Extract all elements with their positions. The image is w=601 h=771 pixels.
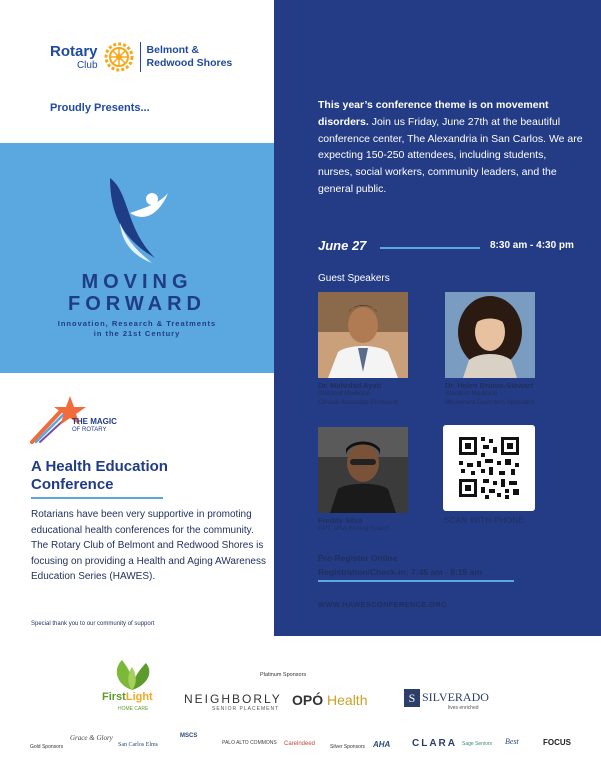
moving-figure-icon <box>100 173 170 268</box>
thanks-note: Special thank you to our community of support <box>31 621 155 627</box>
magic-of-rotary-text <box>72 418 117 433</box>
firstlight-light: Light <box>125 691 153 703</box>
registration-info <box>318 551 482 580</box>
speaker-photo-silva <box>318 427 408 513</box>
firstlight-subtitle: HOME CARE <box>118 706 149 712</box>
hero-title-line2: FORWARD <box>68 293 206 315</box>
gold-sponsor: PALO ALTO COMMONS <box>222 740 277 746</box>
opo-health: Health <box>323 692 368 708</box>
silver-sponsor: Best <box>505 737 519 746</box>
gold-sponsor: MSCS <box>180 733 198 739</box>
guest-speakers-heading: Guest Speakers <box>318 273 390 284</box>
conference-url[interactable]: WWW.HAWESCONFERENCE.ORG <box>318 600 447 609</box>
checkin-line: Registration/Check-in: 7:45 am - 8:15 am <box>318 567 482 578</box>
firstlight-first: First <box>102 691 126 703</box>
conference-title-line2: Conference <box>31 476 114 493</box>
sponsor-firstlight <box>102 691 153 703</box>
theme-body: Join us Friday, June 27th at the beautiful conference center, The Alexandria in San Carlos. We are expecting 150-250 attendees, including students, nurses, social workers, community leaders, and the general public. <box>318 115 583 195</box>
neighborly-subtitle: SENIOR PLACEMENT <box>212 706 280 712</box>
speaker-name: Dr. Helen Bronte-Stewart <box>445 381 534 390</box>
proudly-presents: Proudly Presents... <box>50 102 150 114</box>
event-date: June 27 <box>318 238 367 253</box>
silver-sponsor: Sage Seniors <box>462 741 493 747</box>
speaker-affiliation: Stanford Medicine <box>445 390 498 397</box>
gold-sponsor: San Carlos Elms <box>118 742 158 748</box>
speaker-title: Movement Disorders Specialist <box>445 399 535 406</box>
hero-banner <box>0 143 274 373</box>
club-word: Club <box>76 59 98 71</box>
silverado-tagline: lives enriched <box>448 705 479 711</box>
silver-sponsor: CLARA <box>412 738 457 749</box>
logo-divider <box>140 42 141 72</box>
rotary-word: Rotary <box>50 42 98 60</box>
speaker-title: Clinical Associate Professor <box>318 399 399 406</box>
hero-subtitle-line1: Innovation, Research & Treatments <box>57 319 217 328</box>
platinum-sponsors-label: Platinum Sponsors <box>260 672 307 678</box>
gold-sponsors-label: Gold Sponsors <box>30 744 64 750</box>
theme-lead: This year’s conference theme is on movement disorders. <box>318 99 549 128</box>
club-name-line2: Redwood Shores <box>146 57 233 69</box>
speaker-portrait-icon <box>318 427 408 513</box>
opo-mark: OPÓ <box>292 692 324 708</box>
club-name-line1: Belmont & <box>146 44 200 57</box>
silverado-mark-icon: S <box>404 689 420 707</box>
speaker-name: Dr. Mehrdad Ayati <box>318 381 382 390</box>
qr-code-icon <box>443 425 535 511</box>
speaker-photo-ayati <box>318 292 408 378</box>
silver-sponsor: FOCUS <box>543 738 571 747</box>
conference-body-intro: Rotarians have been very supportive in promoting educational health conferences for the community. The Rotary Club of Belmont and Redwood Shores is focusing on providing a <box>31 509 264 567</box>
conference-description <box>31 507 271 585</box>
conference-title <box>31 458 168 494</box>
conference-body-end: (HAWES). <box>106 571 156 582</box>
left-column <box>0 0 274 636</box>
silver-sponsor: AHA <box>373 740 391 749</box>
registration-qr-code[interactable] <box>443 425 535 511</box>
registration-rule <box>318 580 514 582</box>
gold-sponsor: Carelndeed <box>284 741 316 747</box>
speaker-photo-bronte-stewart <box>445 292 535 378</box>
sponsor-opo-health <box>292 692 367 708</box>
series-name: Health and Aging AWareness Education Series <box>31 555 266 582</box>
conference-title-rule <box>31 497 163 499</box>
sponsor-silverado: SILVERADO <box>422 690 489 704</box>
speaker-name: Freddy Silva <box>318 516 363 525</box>
date-row <box>318 238 588 256</box>
gold-sponsor: Grace & Glory <box>70 734 113 742</box>
magic-line2: OF ROTARY <box>72 426 107 433</box>
speaker-affiliation: Stanford Medicine <box>318 390 371 397</box>
speaker-affiliation: CPT, USA Boxing Coach <box>318 525 390 532</box>
magic-line1: THE MAGIC <box>72 417 117 426</box>
hero-subtitle-line2: in the 21st Century <box>93 329 181 338</box>
silver-sponsors-label: Silver Sponsors <box>330 744 366 750</box>
event-time: 8:30 am - 4:30 pm <box>490 240 574 251</box>
sponsor-neighborly: NEIGHBORLY <box>184 692 282 706</box>
theme-paragraph <box>318 97 583 198</box>
hero-title-line1: MOVING <box>81 271 193 293</box>
date-divider <box>380 247 480 249</box>
rotary-wheel-icon <box>104 42 134 72</box>
preregister-line: Pre-Register Online <box>318 553 398 563</box>
speaker-portrait-icon <box>445 292 535 378</box>
speaker-portrait-icon <box>318 292 408 378</box>
rotary-logo <box>50 42 232 72</box>
conference-title-line1: A Health Education <box>31 458 168 475</box>
qr-caption: SCAN WITH PHONE <box>444 516 525 525</box>
